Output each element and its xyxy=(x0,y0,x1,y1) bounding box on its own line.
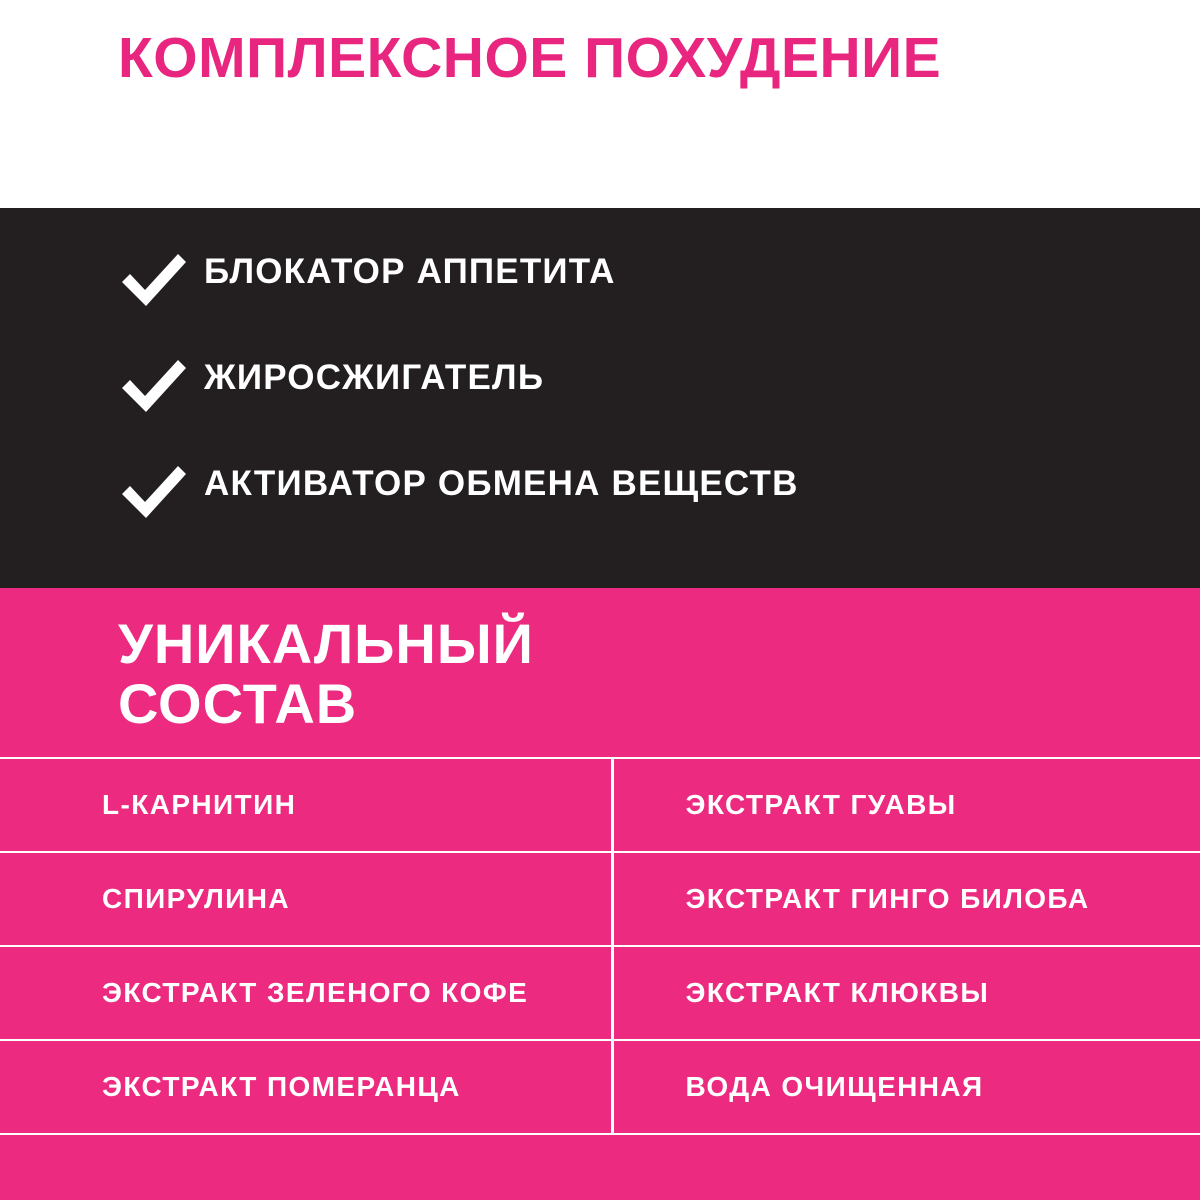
list-item xyxy=(0,354,1200,460)
composition-section xyxy=(0,588,1200,1200)
benefit-label: ЖИРОСЖИГАТЕЛЬ xyxy=(204,358,545,397)
header-section xyxy=(0,0,1200,208)
check-icon xyxy=(118,248,204,312)
benefits-section xyxy=(0,208,1200,588)
table-row xyxy=(0,946,1200,1040)
ingredient-cell: СПИРУЛИНА xyxy=(0,852,612,946)
table-row xyxy=(0,852,1200,946)
list-item xyxy=(0,248,1200,354)
ingredient-cell: ЭКСТРАКТ ПОМЕРАНЦА xyxy=(0,1040,612,1134)
ingredient-cell: ЭКСТРАКТ ГИНГО БИЛОБА xyxy=(612,852,1200,946)
composition-title: УНИКАЛЬНЫЙ СОСТАВ xyxy=(118,612,534,736)
ingredient-cell: ВОДА ОЧИЩЕННАЯ xyxy=(612,1040,1200,1134)
ingredients-table xyxy=(0,757,1200,1135)
ingredient-cell: ЭКСТРАКТ КЛЮКВЫ xyxy=(612,946,1200,1040)
table-row xyxy=(0,1040,1200,1134)
list-item xyxy=(0,460,1200,566)
page-title: КОМПЛЕКСНОЕ ПОХУДЕНИЕ xyxy=(118,26,942,90)
benefit-label: АКТИВАТОР ОБМЕНА ВЕЩЕСТВ xyxy=(204,464,799,503)
check-icon xyxy=(118,354,204,418)
ingredient-cell: L-КАРНИТИН xyxy=(0,758,612,852)
ingredient-cell: ЭКСТРАКТ ГУАВЫ xyxy=(612,758,1200,852)
check-icon xyxy=(118,460,204,524)
table-row xyxy=(0,758,1200,852)
benefit-label: БЛОКАТОР АППЕТИТА xyxy=(204,252,616,291)
ingredient-cell: ЭКСТРАКТ ЗЕЛЕНОГО КОФЕ xyxy=(0,946,612,1040)
